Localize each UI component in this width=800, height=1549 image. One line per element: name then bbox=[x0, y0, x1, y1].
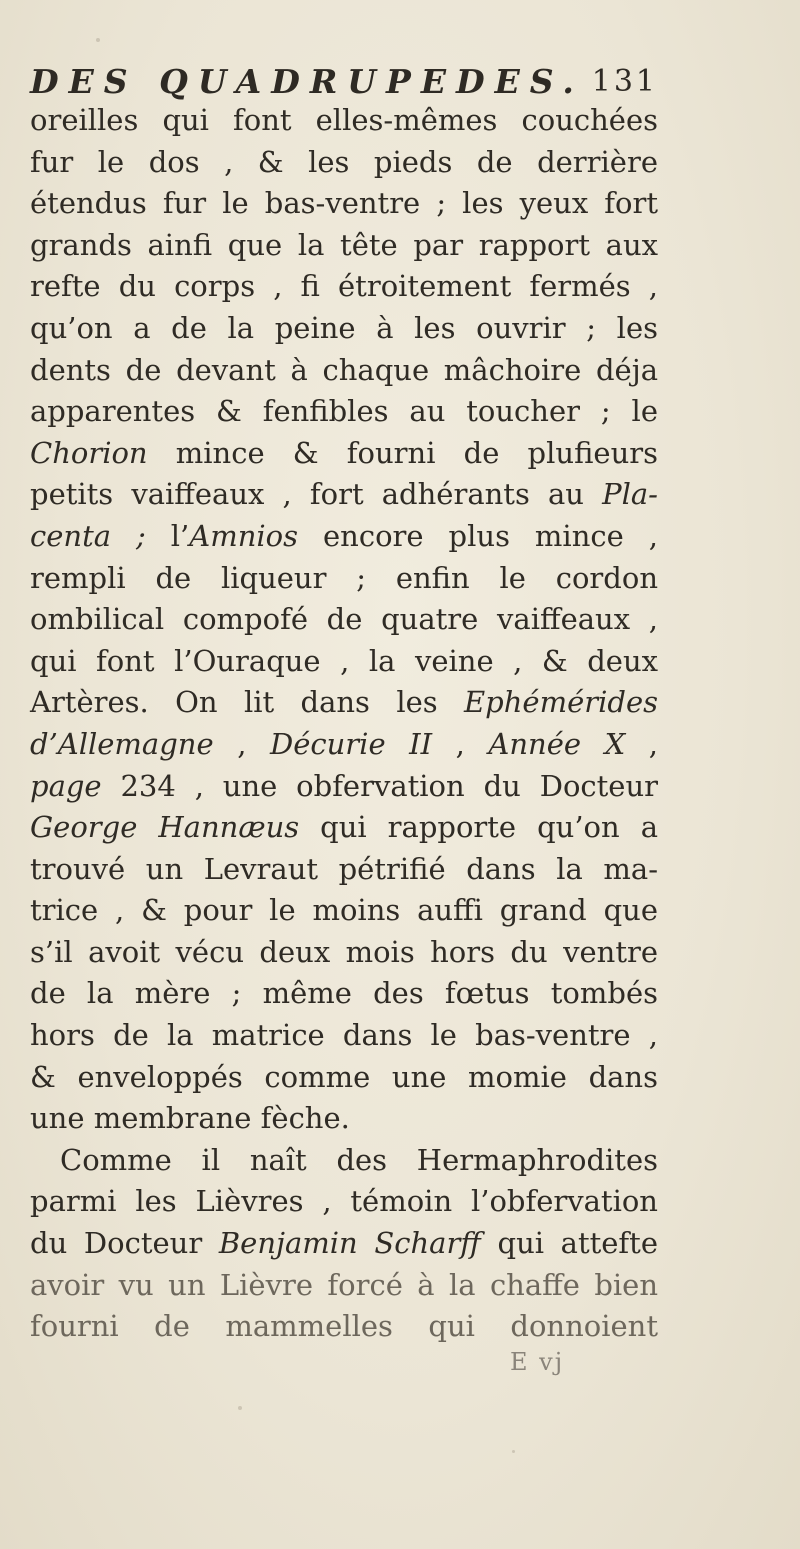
page-number: 131 bbox=[591, 64, 658, 99]
text-line: fourni de mammelles qui donnoient bbox=[30, 1309, 658, 1344]
text-line: apparentes & fenfibles au toucher ; le bbox=[30, 394, 658, 429]
text-line: d’Allemagne , Décurie II , Année X , bbox=[30, 726, 659, 761]
text-line: trouvé un Levraut pétrifié dans la ma- bbox=[30, 851, 658, 886]
text-line: qu’on a de la peine à les ouvrir ; les bbox=[30, 310, 658, 345]
text-line: de la mère ; même des fœtus tombés bbox=[30, 976, 658, 1011]
text-line: Chorion mince & fourni de plufieurs bbox=[30, 435, 658, 470]
text-line: petits vaiffeaux , fort adhérants au Pla- bbox=[30, 477, 658, 512]
text-line: & enveloppés comme une momie dans bbox=[30, 1059, 658, 1094]
paper-speck bbox=[96, 38, 100, 42]
text-line: s’il avoit vécu deux mois hors du ventre bbox=[30, 934, 658, 969]
text-line: du Docteur Benjamin Scharff qui attefte bbox=[30, 1226, 658, 1261]
text-line: parmi les Lièvres , témoin l’obfervation bbox=[30, 1184, 658, 1219]
paper-speck bbox=[238, 1406, 242, 1410]
text-line: refte du corps , fi étroitement fermés , bbox=[30, 269, 658, 304]
text-line: avoir vu un Lièvre forcé à la chaffe bien bbox=[30, 1267, 658, 1302]
text-line: ombilical compofé de quatre vaiffeaux , bbox=[30, 602, 658, 637]
running-title: DES QUADRUPEDES. bbox=[30, 62, 584, 101]
text-line: centa ; l’Amnios encore plus mince , bbox=[30, 518, 658, 553]
text-line: grands ainfi que la tête par rapport aux bbox=[30, 227, 658, 262]
paper-speck bbox=[512, 1450, 515, 1453]
text-line: fur le dos , & les pieds de derrière bbox=[30, 144, 658, 179]
text-line: qui font l’Ouraque , la veine , & deux bbox=[30, 643, 658, 678]
text-line: étendus fur le bas-ventre ; les yeux fort bbox=[30, 186, 658, 221]
text-line: page 234 , une obfervation du Docteur bbox=[30, 768, 658, 803]
signature-mark: E vj bbox=[510, 1348, 565, 1376]
body-text bbox=[30, 100, 658, 1348]
text-line: hors de la matrice dans le bas-ventre , bbox=[30, 1018, 658, 1053]
text-line: George Hannæus qui rapporte qu’on a bbox=[30, 810, 658, 845]
text-line: Comme il naît des Hermaphrodites bbox=[60, 1142, 658, 1177]
text-line: une membrane fèche. bbox=[30, 1101, 350, 1136]
text-line: trice , & pour le moins auffi grand que bbox=[30, 893, 658, 928]
text-line: Artères. On lit dans les Ephémérides bbox=[30, 685, 658, 720]
text-line: dents de devant à chaque mâchoire déja bbox=[30, 352, 658, 387]
text-line: oreilles qui font elles-mêmes couchées bbox=[30, 103, 658, 137]
text-line: rempli de liqueur ; enfin le cordon bbox=[30, 560, 658, 595]
